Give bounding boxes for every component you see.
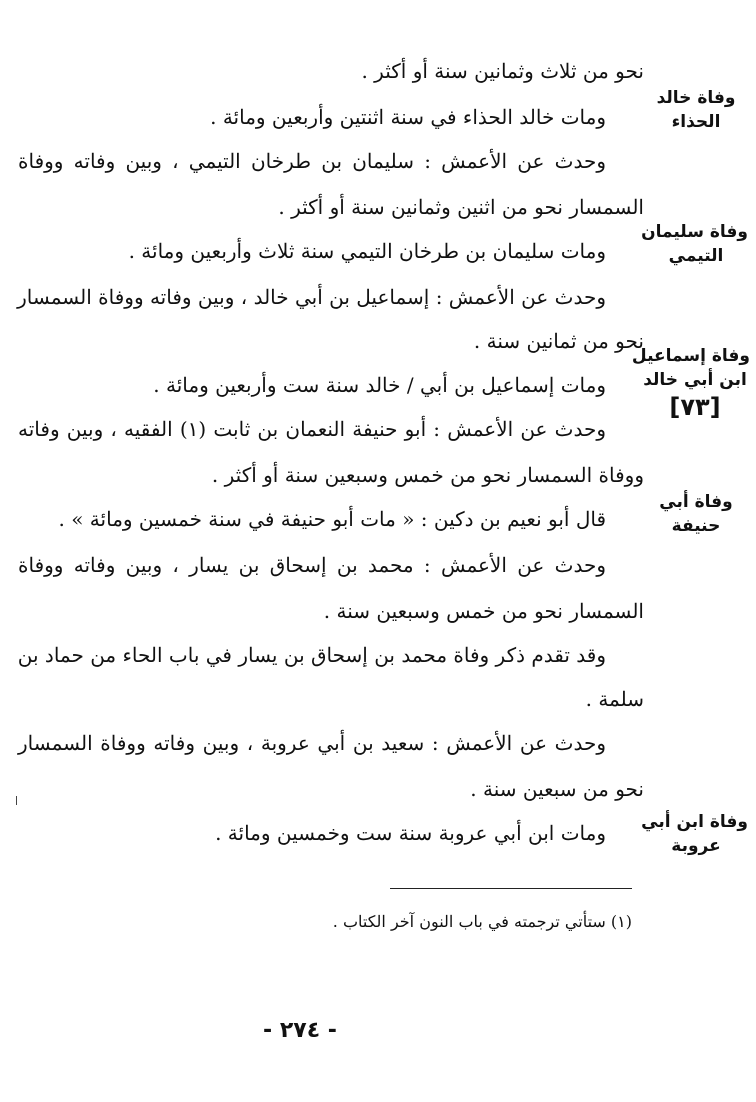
text-line-11: قال أبو نعيم بن دكين : « مات أبو حنيفة في سنة خمسين ومائة » .: [58, 507, 606, 531]
margin-heading-abu-hanifa-line1: وفاة أبي: [659, 492, 733, 512]
margin-heading-sulayman-line2: التيمي: [668, 246, 724, 266]
margin-heading-khalid-line2: الحذاء: [671, 112, 721, 132]
margin-heading-ibn-abi-aruba-line2: عروبة: [671, 836, 721, 856]
text-line-17: نحو من سبعين سنة .: [470, 777, 644, 801]
margin-heading-ibn-abi-aruba-line1: وفاة ابن أبي: [641, 812, 748, 832]
margin-heading-sulayman-line1: وفاة سليمان: [641, 222, 748, 242]
folio-marker: [٧٣]: [669, 393, 721, 421]
text-line-2: ومات خالد الحذاء في سنة اثنتين وأربعين ومائة .: [210, 105, 606, 129]
text-line-5: ومات سليمان بن طرخان التيمي سنة ثلاث وأربعين ومائة .: [128, 239, 606, 263]
margin-heading-abu-hanifa: [644, 490, 748, 538]
text-line-8: ومات إسماعيل بن أبي / خالد سنة ست وأربعين ومائة .: [153, 373, 606, 397]
margin-heading-khalid: [644, 86, 748, 134]
text-line-1: نحو من ثلاث وثمانين سنة أو أكثر .: [361, 59, 644, 83]
text-line-14: وقد تقدم ذكر وفاة محمد بن إسحاق بن يسار في باب الحاء من حماد بن: [17, 643, 606, 667]
margin-heading-ismail: [631, 344, 750, 422]
text-line-9: وحدث عن الأعمش : أبو حنيفة النعمان بن ثابت (١) الفقيه ، وبين وفاته: [18, 417, 606, 441]
margin-tick-mark: [16, 796, 17, 805]
text-line-15: سلمة .: [585, 687, 644, 711]
margin-heading-ismail-line1: وفاة إسماعيل: [631, 346, 750, 366]
margin-heading-sulayman: [641, 220, 748, 268]
margin-heading-ismail-line2: ابن أبي خالد: [643, 370, 747, 390]
text-line-3: وحدث عن الأعمش : سليمان بن طرخان التيمي ، وبين وفاته ووفاة: [18, 149, 606, 173]
text-line-6: وحدث عن الأعمش : إسماعيل بن أبي خالد ، وبين وفاته ووفاة السمسار: [17, 285, 606, 309]
margin-heading-khalid-line1: وفاة خالد: [656, 88, 736, 108]
text-line-16: وحدث عن الأعمش : سعيد بن أبي عروبة ، وبين وفاته ووفاة السمسار: [18, 731, 606, 755]
margin-heading-abu-hanifa-line2: حنيفة: [671, 516, 721, 536]
text-line-18: ومات ابن أبي عروبة سنة ست وخمسين ومائة .: [215, 821, 606, 845]
text-line-10: ووفاة السمسار نحو من خمس وسبعين سنة أو أكثر .: [211, 463, 644, 487]
text-line-7: نحو من ثمانين سنة .: [473, 329, 644, 353]
text-line-4: السمسار نحو من اثنين وثمانين سنة أو أكثر .: [278, 195, 644, 219]
text-line-13: السمسار نحو من خمس وسبعين سنة .: [323, 599, 644, 623]
text-line-12: وحدث عن الأعمش : محمد بن إسحاق بن يسار ، وبين وفاته ووفاة: [18, 553, 606, 577]
footnote-1: (١) ستأتي ترجمته في باب النون آخر الكتاب .: [332, 912, 632, 931]
page-number: - ٢٧٤ -: [263, 1018, 337, 1043]
footnote-separator: [390, 888, 632, 889]
margin-heading-ibn-abi-aruba: [641, 810, 748, 858]
